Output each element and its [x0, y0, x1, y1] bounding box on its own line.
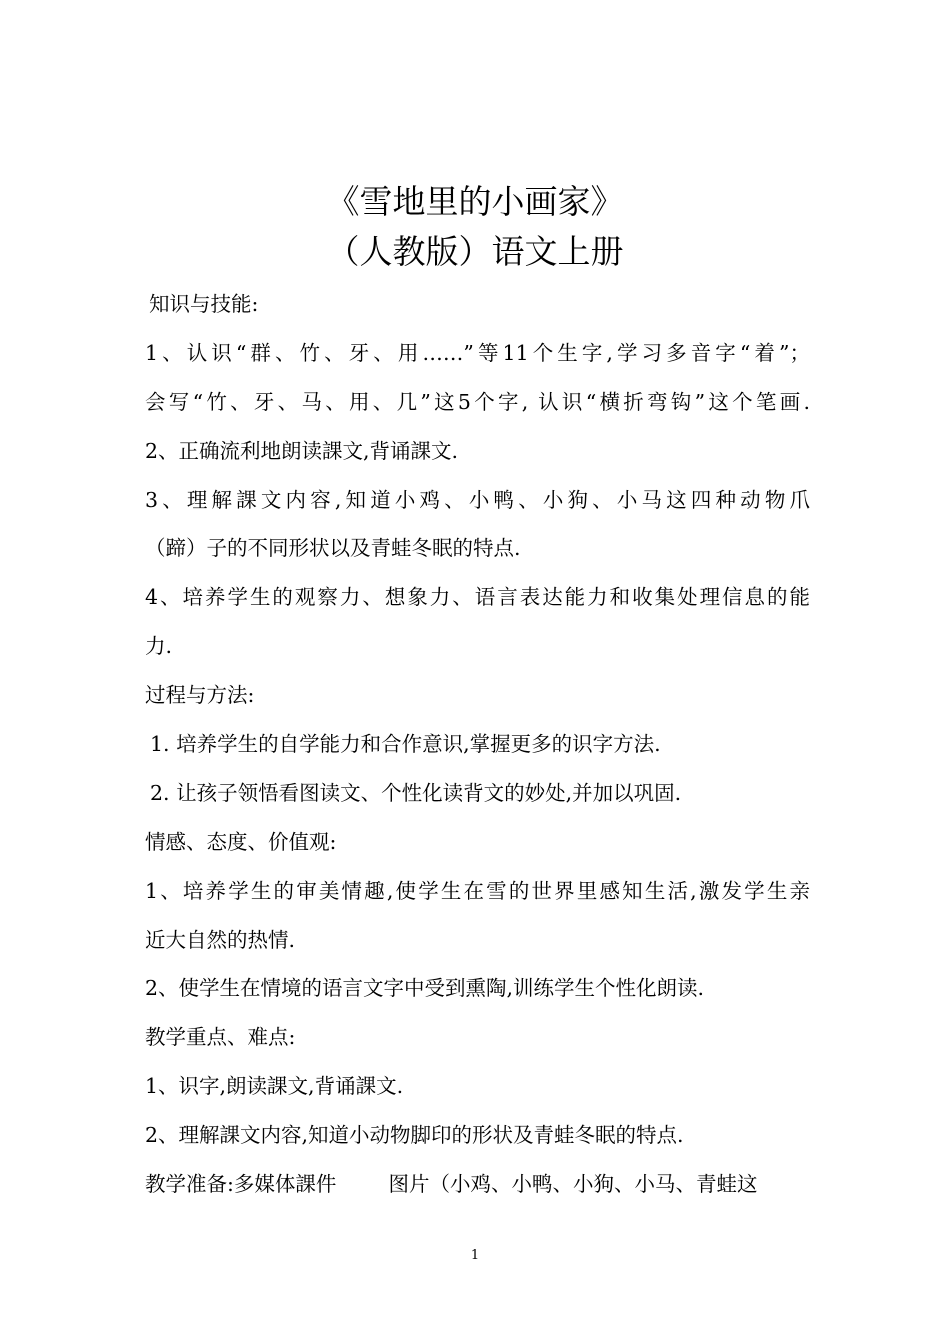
paragraph-line: 1、识字,朗读課文,背诵課文. — [145, 1074, 404, 1099]
paragraph-line: 会写“竹、牙、马、用、几”这5个字, 认识“横折弯钩”这个笔画. — [145, 389, 810, 414]
paragraph-line: 1、认识“群、竹、牙、用……”等11个生字,学习多音字“着”； — [145, 340, 810, 365]
section-heading-emotion-values: 情感、态度、价值观: — [145, 829, 337, 854]
document-body — [145, 280, 810, 1209]
section-heading-key-difficulties: 教学重点、难点: — [145, 1025, 296, 1050]
page-number: 1 — [470, 1248, 480, 1263]
paragraph-line: 1. 培养学生的自学能力和合作意识,掌握更多的识字方法. — [150, 732, 661, 757]
paragraph-line: 近大自然的热情. — [145, 927, 296, 952]
paragraph-line: 1、培养学生的审美情趣,使学生在雪的世界里感知生活,激发学生亲 — [145, 878, 810, 903]
paragraph-line: 2. 让孩子领悟看图读文、个性化读背文的妙处,并加以巩固. — [150, 780, 682, 805]
section-heading-knowledge-skills: 知识与技能: — [149, 292, 259, 316]
paragraph-line: 4、培养学生的观察力、想象力、语言表达能力和收集处理信息的能 — [145, 585, 810, 610]
paragraph-line: 2、使学生在情境的语言文字中受到熏陶,训练学生个性化朗读. — [145, 976, 705, 1001]
document-subtitle: （人教版）语文上册 — [326, 232, 624, 271]
paragraph-line: 力. — [145, 634, 173, 659]
section-heading-preparation: 教学准备:多媒体課件 图片（小鸡、小鸭、小狗、小马、青蛙这 — [145, 1172, 758, 1197]
document-title: 《雪地里的小画家》 — [326, 182, 624, 221]
paragraph-line: 3、理解課文内容,知道小鸡、小鸭、小狗、小马这四种动物爪 — [145, 487, 810, 512]
section-heading-process-methods: 过程与方法: — [145, 683, 255, 708]
paragraph-line: 2、正确流利地朗读課文,背诵課文. — [145, 438, 459, 463]
paragraph-line: 2、理解課文内容,知道小动物脚印的形状及青蛙冬眠的特点. — [145, 1123, 684, 1148]
paragraph-line: （蹄）子的不同形状以及青蛙冬眠的特点. — [145, 536, 521, 561]
